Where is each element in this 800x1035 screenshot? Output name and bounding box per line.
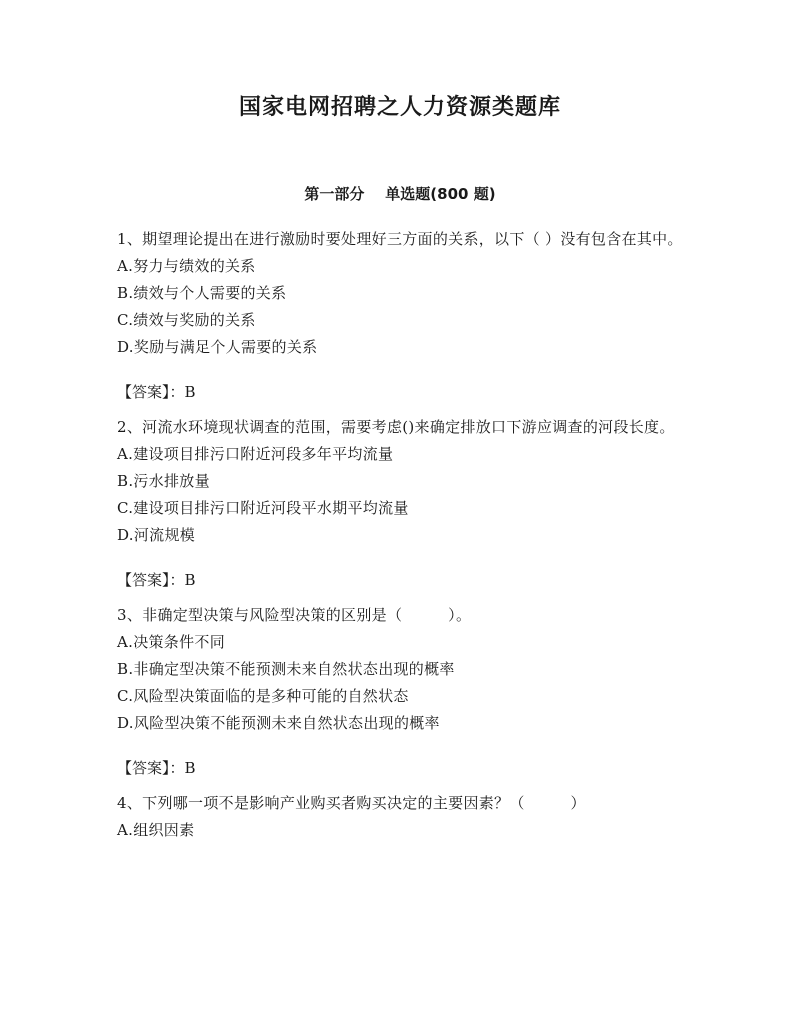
option-a: A.努力与绩效的关系 xyxy=(117,257,256,275)
option-b: B.非确定型决策不能预测未来自然状态出现的概率 xyxy=(117,660,455,678)
option-a: A.决策条件不同 xyxy=(117,633,226,651)
question-item xyxy=(117,790,687,844)
option-c: C.建设项目排污口附近河段平水期平均流量 xyxy=(117,499,409,517)
question-item xyxy=(117,602,687,782)
answer-line xyxy=(117,379,687,406)
option-b: B.污水排放量 xyxy=(117,472,210,490)
question-item xyxy=(117,226,687,406)
option-c: C.风险型决策面临的是多种可能的自然状态 xyxy=(117,687,409,705)
option-d: D.奖励与满足个人需要的关系 xyxy=(117,338,318,356)
question-stem: 4、下列哪一项不是影响产业购买者购买决定的主要因素？（ ） xyxy=(117,794,586,812)
answer-label: 【答案】： xyxy=(117,571,185,589)
option-a: A.组织因素 xyxy=(117,821,195,839)
answer-value: B xyxy=(184,571,196,589)
question-stem: 3、非确定型决策与风险型决策的区别是（ ）。 xyxy=(117,606,472,624)
answer-value: B xyxy=(184,759,196,777)
question-stem: 1、期望理论提出在进行激励时要处理好三方面的关系，以下（ ）没有包含在其中。 xyxy=(117,230,683,248)
question-item xyxy=(117,414,687,594)
answer-label: 【答案】： xyxy=(117,759,185,777)
answer-label: 【答案】： xyxy=(117,383,185,401)
option-c: C.绩效与奖励的关系 xyxy=(117,311,256,329)
option-a: A.建设项目排污口附近河段多年平均流量 xyxy=(117,445,394,463)
question-list xyxy=(117,226,687,844)
section-title: 第一部分 单选题(800 题) xyxy=(304,185,496,203)
question-stem: 2、河流水环境现状调查的范围，需要考虑()来确定排放口下游应调查的河段长度。 xyxy=(117,418,675,436)
answer-value: B xyxy=(184,383,196,401)
answer-line xyxy=(117,567,687,594)
document-title: 国家电网招聘之人力资源类题库 xyxy=(238,95,561,120)
option-b: B.绩效与个人需要的关系 xyxy=(117,284,287,302)
answer-line xyxy=(117,755,687,782)
option-d: D.风险型决策不能预测未来自然状态出现的概率 xyxy=(117,714,440,732)
option-d: D.河流规模 xyxy=(117,526,196,544)
